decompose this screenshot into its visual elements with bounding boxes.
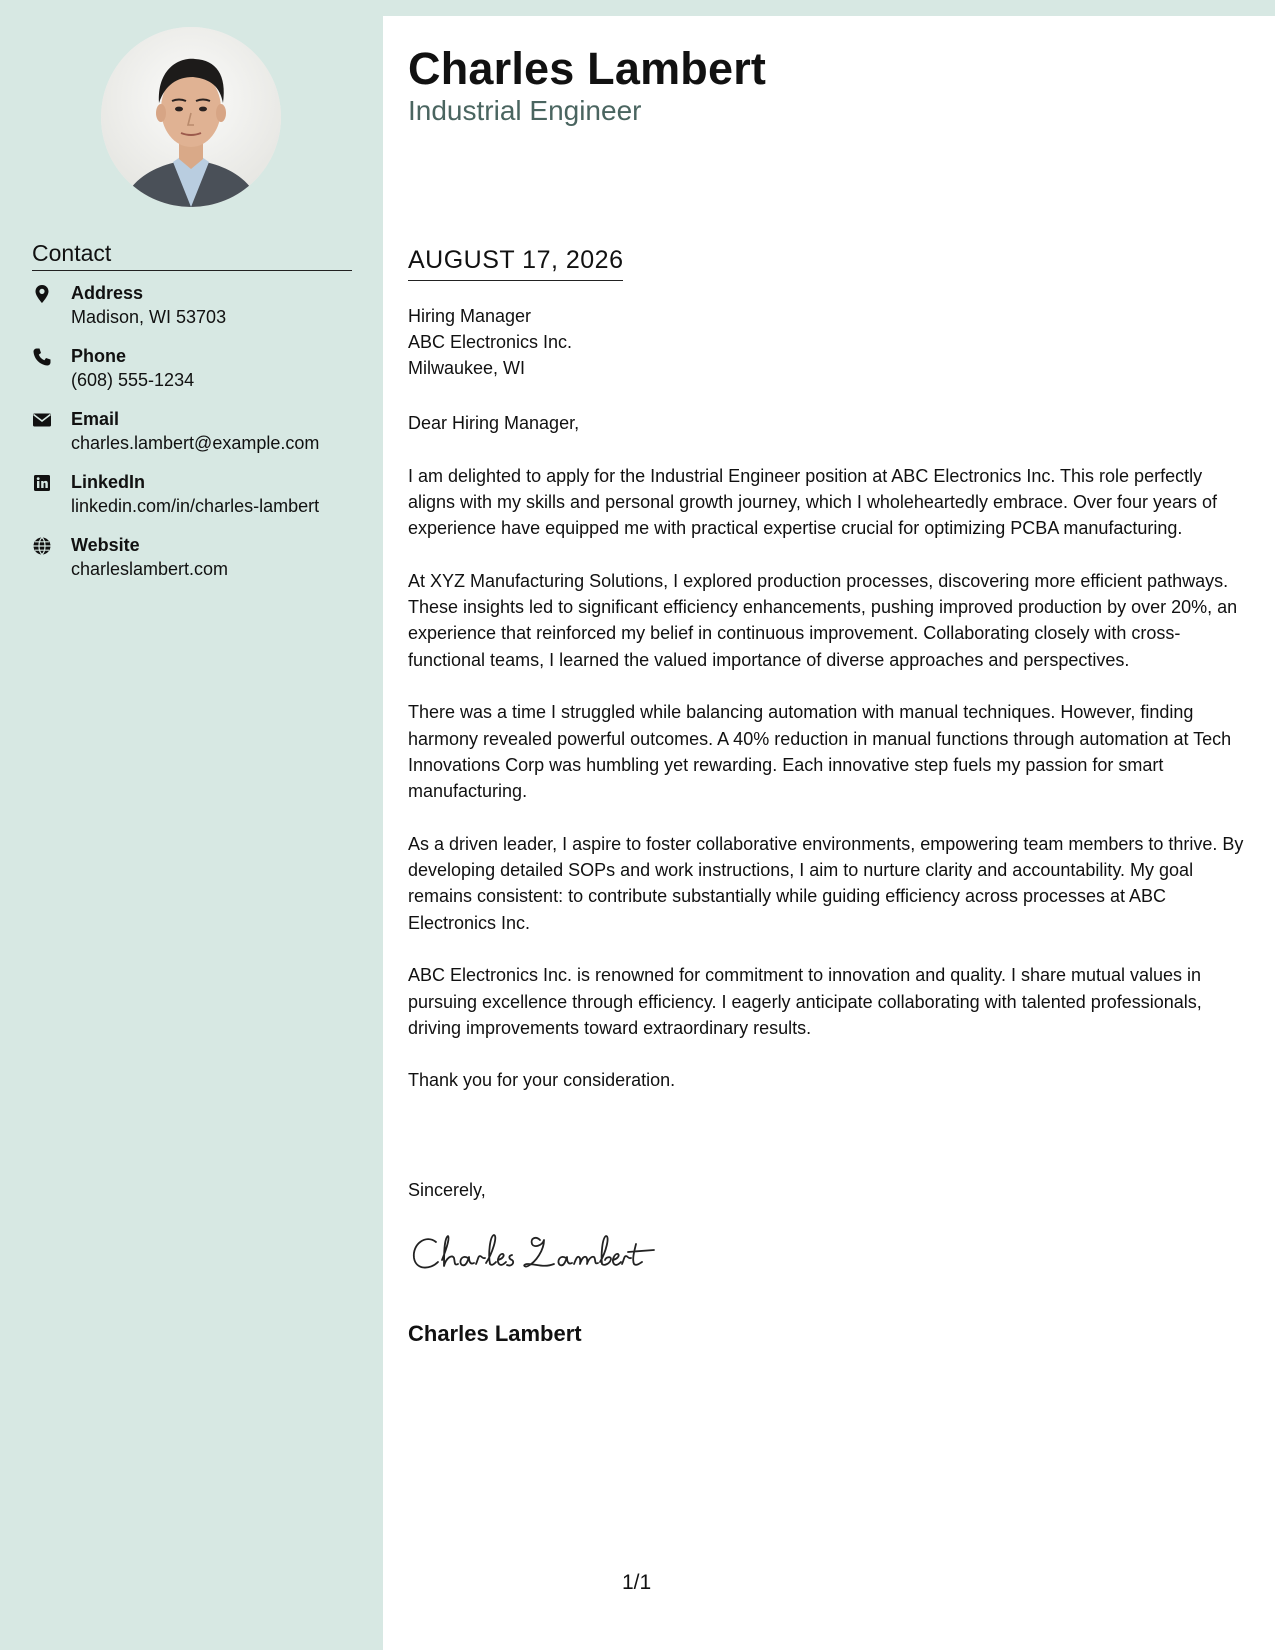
job-title: Industrial Engineer bbox=[408, 95, 642, 126]
letter-date: AUGUST 17, 2026 bbox=[408, 244, 623, 281]
contact-item-website bbox=[32, 534, 372, 597]
contact-value: Madison, WI 53703 bbox=[71, 307, 227, 327]
body-paragraph: As a driven leader, I aspire to foster collaborative environments, empowering team members to thrive. By developing detailed SOPs and work instructions, I aim to nurture clarity and accountability. My goal remains consistent: to contribute substantially while guiding efficiency across processes at ABC Electronics Inc. bbox=[408, 833, 1244, 933]
recipient-line: Hiring Manager bbox=[408, 306, 532, 326]
handwritten-signature bbox=[408, 1226, 678, 1286]
contact-value: charles.lambert@example.com bbox=[71, 433, 320, 453]
applicant-name: Charles Lambert bbox=[408, 43, 767, 94]
contact-list bbox=[32, 282, 372, 597]
map-pin-icon bbox=[32, 284, 52, 304]
contact-item-linkedin bbox=[32, 471, 372, 534]
recipient-line: Milwaukee, WI bbox=[408, 358, 526, 378]
body-paragraph: At XYZ Manufacturing Solutions, I explored production processes, discovering more efficient pathways. These insights led to significant efficiency enhancements, pushing improved production by over 20%, an experience that reinforced my belief in continuous improvement. Collaborating closely with cross-functional teams, I learned the valued importance of diverse approaches and perspectives. bbox=[408, 570, 1238, 670]
contact-label: Address bbox=[71, 283, 144, 303]
phone-icon bbox=[32, 347, 52, 367]
signed-name: Charles Lambert bbox=[408, 1321, 582, 1346]
closing-line: Thank you for your consideration. bbox=[408, 1070, 676, 1091]
contact-label: LinkedIn bbox=[71, 472, 146, 492]
contact-label: Website bbox=[71, 535, 140, 555]
contact-value: (608) 555-1234 bbox=[71, 370, 195, 390]
body-paragraph: ABC Electronics Inc. is renowned for commitment to innovation and quality. I share mutual values in pursuing excellence through efficiency. I eagerly anticipate collaborating with talented professionals, driving improvements toward extraordinary results. bbox=[408, 965, 1202, 1038]
body-paragraph: There was a time I struggled while balancing automation with manual techniques. However, finding harmony revealed powerful outcomes. A 40% reduction in manual functions through automation at Tech Innovations Corp was humbling yet rewarding. Each innovative step fuels my passion for smart manufacturing. bbox=[408, 702, 1232, 802]
sign-off: Sincerely, bbox=[408, 1180, 486, 1200]
globe-icon bbox=[32, 536, 52, 556]
profile-photo bbox=[101, 27, 281, 207]
recipient-block bbox=[408, 303, 572, 381]
contact-item-address bbox=[32, 282, 372, 345]
salutation: Dear Hiring Manager, bbox=[408, 413, 580, 433]
contact-heading: Contact bbox=[32, 238, 352, 271]
contact-item-email bbox=[32, 408, 372, 471]
linkedin-icon bbox=[32, 473, 52, 493]
body-paragraph: I am delighted to apply for the Industrial Engineer position at ABC Electronics Inc. This role perfectly aligns with my skills and personal growth journey, which I wholeheartedly embrace. Over four years of experience have equipped me with practical expertise crucial for optimizing PCBA manufacturing. bbox=[408, 465, 1218, 539]
contact-value: linkedin.com/in/charles-lambert bbox=[71, 496, 320, 516]
contact-label: Phone bbox=[71, 346, 127, 366]
recipient-line: ABC Electronics Inc. bbox=[408, 332, 573, 352]
contact-item-phone bbox=[32, 345, 372, 408]
contact-label: Email bbox=[71, 409, 120, 429]
letter-body bbox=[408, 410, 1248, 1120]
page-number: 1/1 bbox=[622, 1571, 652, 1594]
envelope-icon bbox=[32, 410, 52, 430]
contact-value: charleslambert.com bbox=[71, 559, 229, 579]
